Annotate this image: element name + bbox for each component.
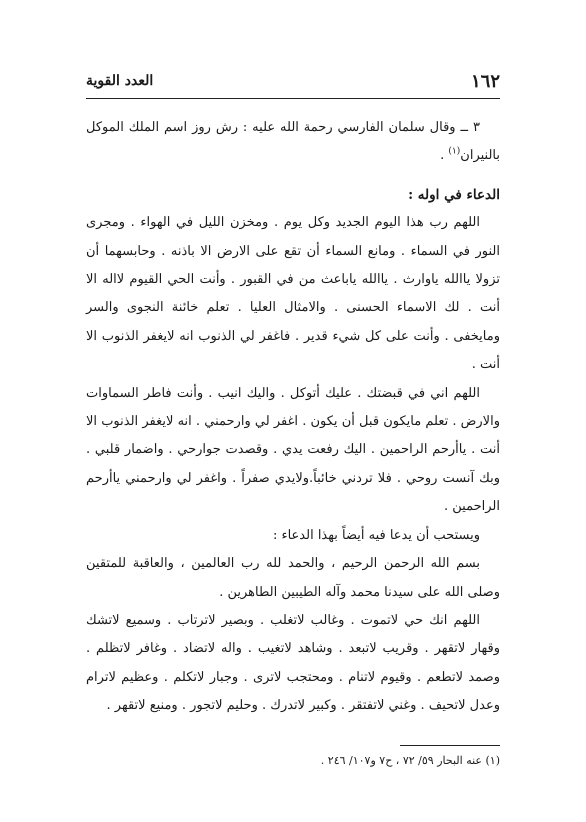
page-body — [86, 114, 500, 721]
footnote: (١) عنه البحار ٥٩/ ٧٢ ، ح٧ و١٠٧/ ٢٤٦ . — [320, 754, 500, 767]
header-rule — [86, 98, 500, 99]
paragraph-dua-1: اللهم رب هذا اليوم الجديد وكل يوم . ومخزن الليل في الهواء . ومجرى النور في السماء . ومانع السماء أن تقع على الارض الا باذنه . وحابسهما أن تزولا ياالله ياوارث . ياالله ياباعث من في القبور . وأنت الحي القيوم لااله الا أنت . لك الاسماء الحسنى . والامثال العليا . تعلم خائنة النجوى والسر ومايخفى . وأنت على كل شيء قدير . فاغفر لي الذنوب انه لايغفر الذنوب الا أنت . — [86, 215, 500, 373]
footnote-reference: (١) — [448, 147, 461, 158]
paragraph-item-3 — [86, 114, 500, 171]
running-title: العدد القوية — [86, 73, 154, 89]
paragraph-basmala: بسم الله الرحمن الرحيم ، والحمد لله رب العالمين ، والعاقبة للمتقين وصلى الله على سيدنا محمد وآله الطيبين الطاهرين . — [86, 556, 500, 600]
item-3-text: ٣ ــ وقال سلمان الفارسي رحمة الله عليه : رش روز اسم الملك الموكل بالنيران — [86, 120, 500, 164]
footnote-rule — [400, 745, 500, 746]
page-number: ١٦٢ — [470, 70, 500, 92]
paragraph-intro: ويستحب أن يدعا فيه أيضاً بهذا الدعاء : — [272, 527, 480, 543]
item-3-end: . — [440, 148, 449, 164]
paragraph-dua-3: اللهم انك حي لاتموت . وغالب لاتغلب . وبصير لاترتاب . وسميع لاتشك وقهار لاتقهر . وقريب لاتبعد . وشاهد لاتغيب . واله لاتضاد . وغافر لاتظلم . وصمد لاتطعم . وقيوم لاتنام . ومحتجب لاترى . وجبار لاتكلم . وعظيم لاترام وعدل لاتحيف . وغني لاتفتقر . وكبير لاتدرك . وحليم لاتجور . ومنيع لاتقهر . — [86, 612, 500, 714]
page-header — [86, 68, 500, 94]
section-title: الدعاء في اوله : — [408, 186, 500, 203]
paragraph-dua-2: اللهم اني في قبضتك . عليك أتوكل . واليك انيب . وأنت فاطر السماوات والارض . تعلم مايكون قبل أن يكون . اغفر لي وارحمني . انه لايغفر الذنوب الا أنت . ياأرحم الراحمين . اليك رفعت يدي . وقصدت جوارحي . واضمار قلبي . وبك آنست روحي . فلا تردني خائباً.ولايدي صفراً . واغفر لي وارحمني ياأرحم الراحمين . — [86, 385, 500, 515]
